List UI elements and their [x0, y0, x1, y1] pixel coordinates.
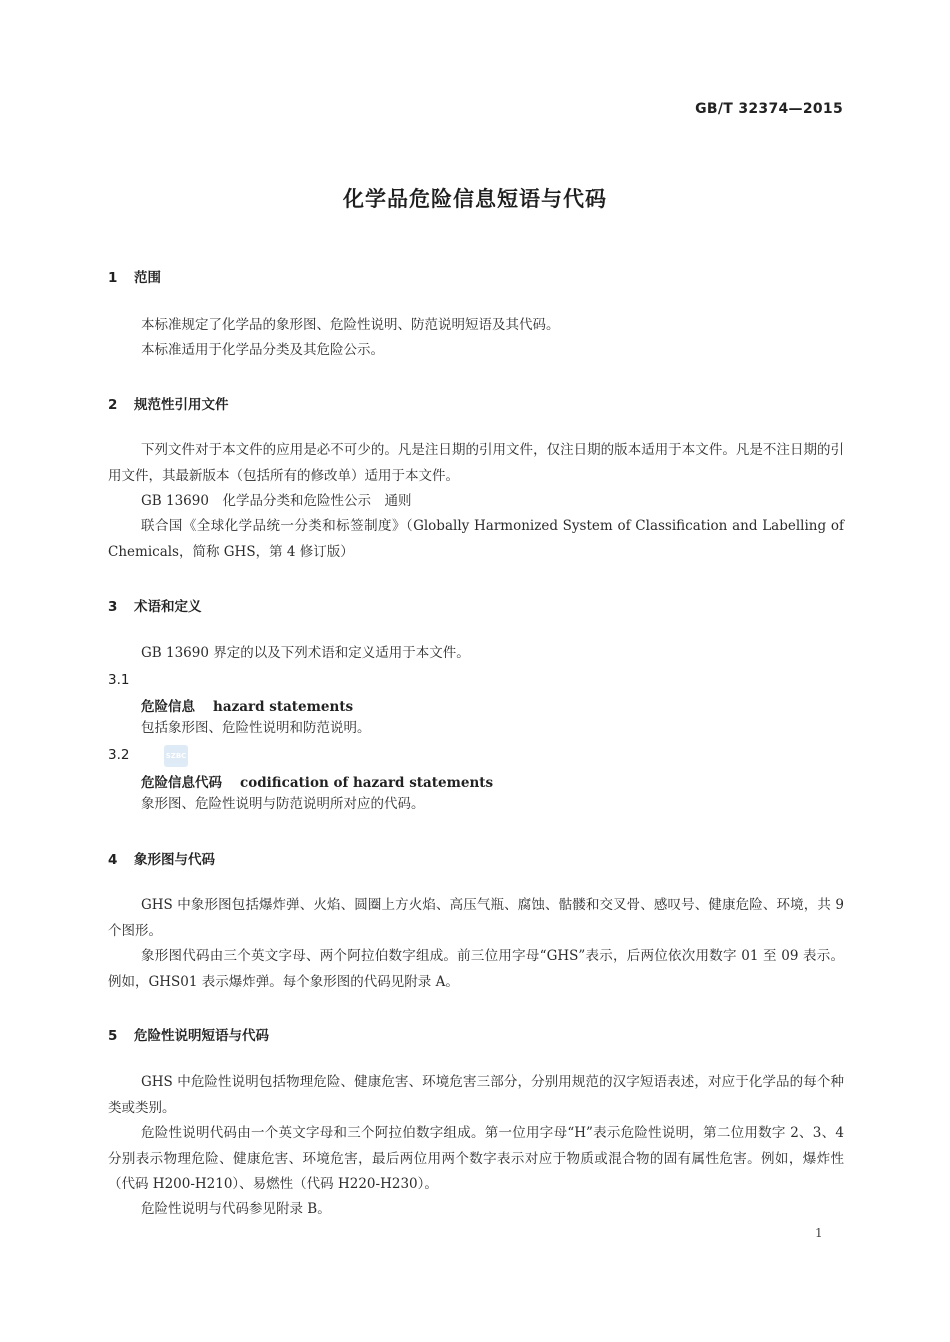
term-3-2-definition: 象形图、危险性说明与防范说明所对应的代码。: [141, 796, 425, 812]
term-3-1-definition: 包括象形图、危险性说明和防范说明。: [141, 720, 371, 736]
section-1-heading: [108, 266, 161, 286]
section-title: 象形图与代码: [134, 852, 215, 868]
section-title: 范围: [134, 270, 161, 286]
term-3-1: [141, 695, 353, 715]
term-3-2-number: 3.2: [108, 747, 130, 763]
section-title: 术语和定义: [134, 599, 202, 615]
section-5-paragraph-3: 危险性说明与代码参见附录 B。: [141, 1201, 331, 1217]
term-3-2: [141, 771, 493, 791]
section-4-paragraph-2: 象形图代码由三个英文字母、两个阿拉伯数字组成。前三位用字母“GHS”表示，后两位依次用数字 01 至 09 表示。例如，GHS01 表示爆炸弹。每个象形图的代码见附录 A。: [108, 948, 844, 990]
section-number: 1: [108, 270, 118, 286]
section-4-paragraph-1: GHS 中象形图包括爆炸弹、火焰、圆圈上方火焰、高压气瓶、腐蚀、骷髅和交叉骨、感叹号、健康危险、环境，共 9 个图形。: [108, 897, 844, 939]
document-title: 化学品危险信息短语与代码: [343, 187, 607, 211]
term-chinese: 危险信息代码: [141, 775, 222, 791]
section-2-heading: [108, 393, 229, 413]
section-title: 危险性说明短语与代码: [134, 1028, 269, 1044]
normative-reference-1: GB 13690 化学品分类和危险性公示 通则: [141, 493, 412, 509]
section-1-paragraph-2: 本标准适用于化学品分类及其危险公示。: [141, 342, 384, 358]
section-3-heading: [108, 595, 202, 615]
section-number: 2: [108, 397, 118, 413]
standard-number: GB/T 32374—2015: [695, 101, 843, 117]
watermark-stamp: SZBC: [164, 745, 188, 767]
page-number: 1: [815, 1226, 823, 1240]
section-3-paragraph-1: GB 13690 界定的以及下列术语和定义适用于本文件。: [141, 645, 470, 661]
term-3-1-number: 3.1: [108, 672, 130, 688]
section-title: 规范性引用文件: [134, 397, 229, 413]
section-5-heading: [108, 1024, 269, 1044]
section-4-heading: [108, 848, 215, 868]
term-english: hazard statements: [213, 699, 354, 715]
section-number: 5: [108, 1028, 118, 1044]
section-2-paragraph-1: 下列文件对于本文件的应用是必不可少的。凡是注日期的引用文件，仅注日期的版本适用于本文件。凡是不注日期的引用文件，其最新版本（包括所有的修改单）适用于本文件。: [108, 442, 844, 484]
normative-reference-2: 联合国《全球化学品统一分类和标签制度》（Globally Harmonized System of Classification and Labelling of Chemicals，简称 GHS，第 4 修订版）: [108, 518, 844, 560]
term-chinese: 危险信息: [141, 699, 195, 715]
section-number: 3: [108, 599, 118, 615]
term-english: codification of hazard statements: [240, 775, 494, 791]
section-1-paragraph-1: 本标准规定了化学品的象形图、危险性说明、防范说明短语及其代码。: [141, 317, 560, 333]
section-5-paragraph-2: 危险性说明代码由一个英文字母和三个阿拉伯数字组成。第一位用字母“H”表示危险性说明，第二位用数字 2、3、4 分别表示物理危险、健康危害、环境危害，最后两位用两个数字表示对应于物质或混合物的固有属性危害。例如，爆炸性（代码 H200-H210）、易燃性（代码 H220-H230）。: [108, 1125, 844, 1192]
section-5-paragraph-1: GHS 中危险性说明包括物理危险、健康危害、环境危害三部分，分别用规范的汉字短语表述，对应于化学品的每个种类或类别。: [108, 1074, 844, 1116]
section-number: 4: [108, 852, 118, 868]
